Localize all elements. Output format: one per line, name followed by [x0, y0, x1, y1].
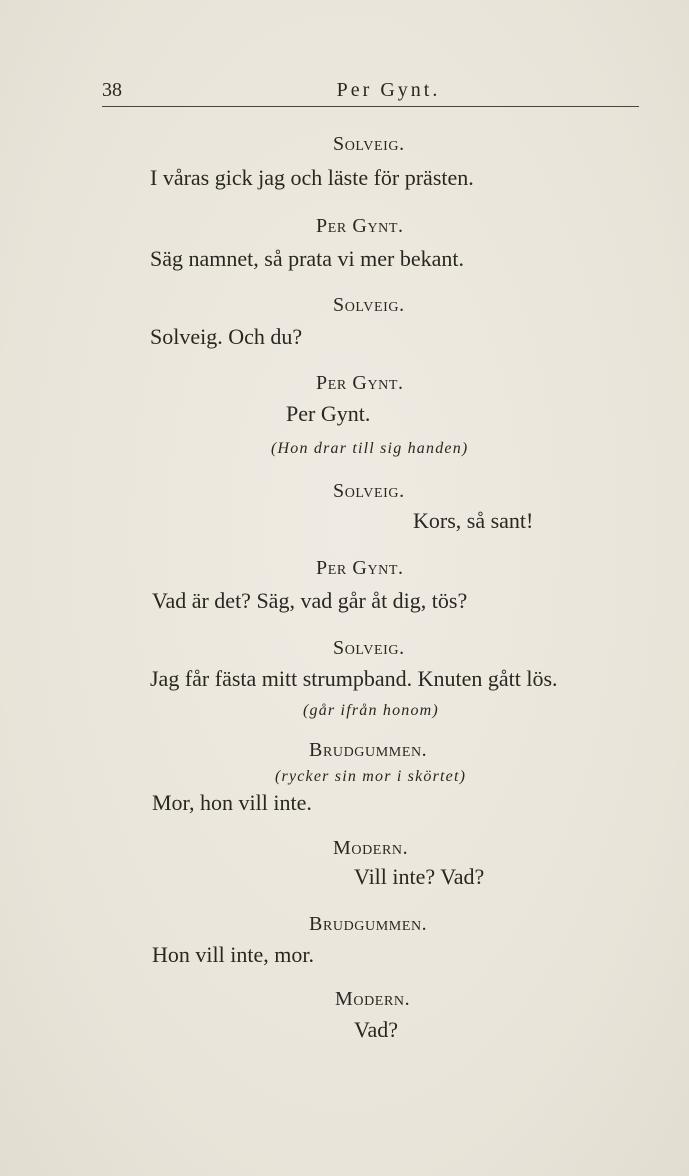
verse-line: Vad är det? Säg, vad går åt dig, tös?	[152, 588, 468, 613]
speaker-heading: Solveig.	[333, 133, 405, 155]
stage-direction: (rycker sin mor i skörtet)	[275, 768, 467, 785]
speaker-heading: Modern.	[333, 837, 409, 859]
speaker-heading: Solveig.	[333, 637, 405, 659]
verse-line: Per Gynt.	[286, 401, 371, 426]
running-title: Per Gynt.	[336, 79, 441, 101]
verse-line: Vill inte? Vad?	[354, 864, 485, 889]
verse-line: Jag får fästa mitt strumpband. Knuten gått lös.	[150, 666, 558, 691]
verse-line: Solveig. Och du?	[150, 324, 303, 349]
verse-line: Kors, så sant!	[413, 508, 534, 533]
speaker-heading: Brudgummen.	[309, 913, 428, 935]
verse-line: Hon vill inte, mor.	[152, 942, 314, 967]
stage-direction: (Hon drar till sig handen)	[271, 440, 469, 457]
stage-direction: (går ifrån honom)	[303, 702, 439, 719]
speaker-heading: Solveig.	[333, 294, 405, 316]
verse-line: Mor, hon vill inte.	[152, 790, 312, 815]
verse-line: Vad?	[354, 1017, 398, 1042]
speaker-heading: Per Gynt.	[316, 557, 404, 579]
verse-line: Säg namnet, så prata vi mer bekant.	[150, 246, 465, 271]
speaker-heading: Solveig.	[333, 480, 405, 502]
speaker-heading: Per Gynt.	[316, 215, 404, 237]
verse-line: I våras gick jag och läste för prästen.	[150, 165, 474, 190]
speaker-heading: Brudgummen.	[309, 739, 428, 761]
speaker-heading: Modern.	[335, 988, 411, 1010]
page-number: 38	[102, 79, 122, 101]
speaker-heading: Per Gynt.	[316, 372, 404, 394]
page-header	[102, 76, 639, 107]
